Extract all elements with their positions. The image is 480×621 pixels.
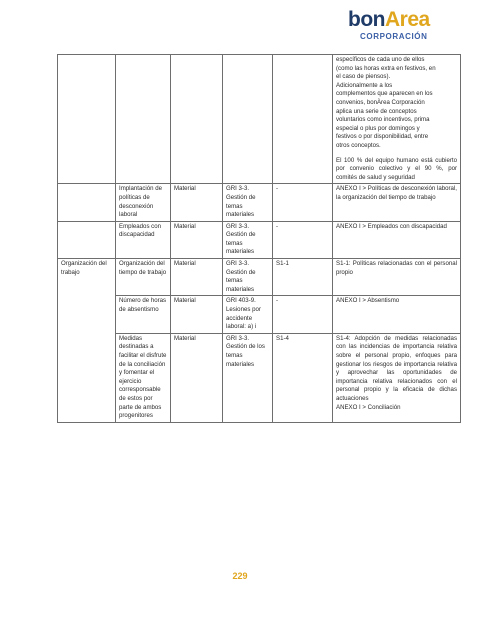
materiality-cell: Material <box>171 184 223 221</box>
materiality-cell: Material <box>171 259 223 296</box>
group-cell: Organización del trabajo <box>58 259 116 423</box>
table-row <box>58 221 461 258</box>
location-cell: S1-1: Políticas relacionadas con el personal propio <box>333 259 461 296</box>
content-index-table <box>57 54 461 423</box>
bonarea-logo <box>348 8 452 42</box>
topic-cell: Organización del tiempo de trabajo <box>116 259 171 296</box>
table-row <box>58 184 461 221</box>
esrs-cell: S1-1 <box>273 259 333 296</box>
gri-cell: GRI 3-3. Gestión de temas materiales <box>223 221 273 258</box>
page-number: 229 <box>232 571 248 581</box>
table-row <box>58 296 461 333</box>
logo-subtitle: CORPORACIÓN <box>360 32 428 41</box>
logo-wordmark <box>348 8 430 32</box>
esrs-cell: S1-4 <box>273 333 333 422</box>
topic-cell: Número de horas de absentismo <box>116 296 171 333</box>
location-cell: S1-4: Adopción de medidas relacionadas con las incidencias de importancia relativa sobre el personal propio, enfoques para gestionar los riesgos de importancia relativa y aprovechar las oportunidades de importancia relativa relacionados con el personal propio y la eficacia de dichas actuaciones ANEXO I > Conciliación <box>333 333 461 422</box>
table-row <box>58 55 461 184</box>
table-row <box>58 333 461 422</box>
location-cell: ANEXO I > Políticas de desconexión laboral, la organización del tiempo de trabajo <box>333 184 461 221</box>
esrs-cell: - <box>273 184 333 221</box>
table-row <box>58 259 461 296</box>
topic-cell: Empleados con discapacidad <box>116 221 171 258</box>
gri-cell: GRI 3-3. Gestión de los temas materiales <box>223 333 273 422</box>
gri-cell: GRI 3-3. Gestión de temas materiales <box>223 259 273 296</box>
continuation-cell: específicos de cada uno de ellos (como las horas extra en festivos, en el caso de piensos). Adicionalmente a los complementos que aparecen en los convenios, bonÀrea Corporación aplica una serie de conceptos voluntarios como incentivos, prima especial o plus por domingos y festivos o por disponibilidad, entre otros conceptos. El 100 % del equipo humano está cubierto por convenio colectivo y el 90 %, por comités de salud y seguridad <box>333 55 461 184</box>
materiality-cell: Material <box>171 333 223 422</box>
gri-cell: GRI 403-9. Lesiones por accidente laboral: a) i <box>223 296 273 333</box>
coverage-text: El 100 % del equipo humano está cubierto por convenio colectivo y el 90 %, por comités de salud y seguridad <box>336 156 457 181</box>
logo-brand: bon <box>348 8 385 31</box>
gri-cell: GRI 3-3. Gestión de temas materiales <box>223 184 273 221</box>
materiality-cell: Material <box>171 296 223 333</box>
materiality-cell: Material <box>171 221 223 258</box>
location-cell: ANEXO I > Absentismo <box>333 296 461 333</box>
topic-cell: Implantación de políticas de desconexión laboral <box>116 184 171 221</box>
topic-cell: Medidas destinadas a facilitar el disfrute de la conciliación y fomentar el ejercicio corresponsable de estos por parte de ambos progenitores <box>116 333 171 422</box>
logo-brand-accent: Area <box>384 8 430 31</box>
esrs-cell: - <box>273 296 333 333</box>
esrs-cell: - <box>273 221 333 258</box>
location-cell: ANEXO I > Empleados con discapacidad <box>333 221 461 258</box>
